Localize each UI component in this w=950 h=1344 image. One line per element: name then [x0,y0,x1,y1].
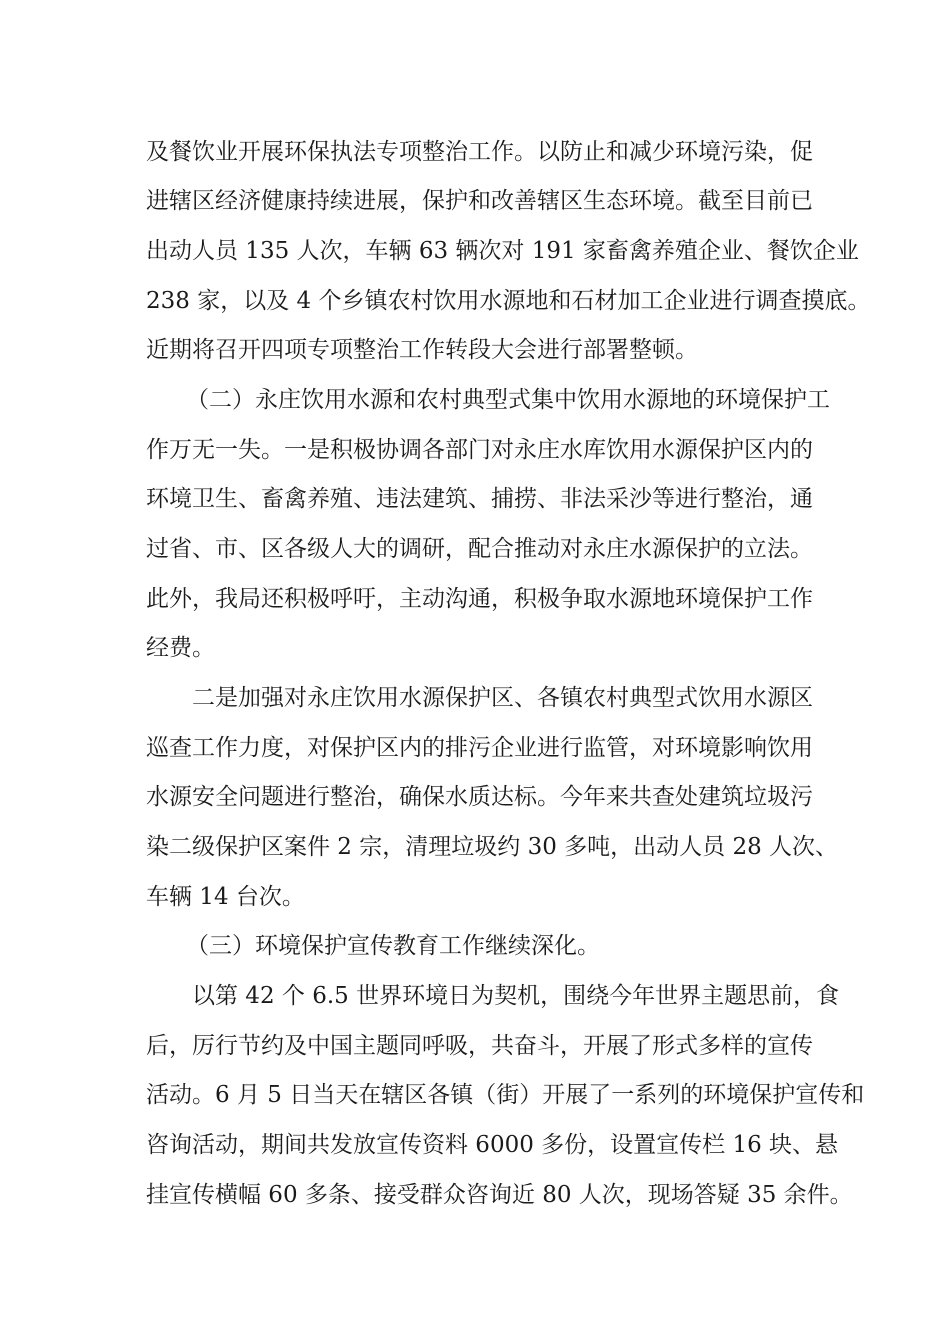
text-line-2: 进辖区经济健康持续进展，保护和改善辖区生态环境。截至目前已 [146,188,813,214]
text-line-10: 此外，我局还积极呼吁，主动沟通，积极争取水源地环境保护工作 [146,586,813,612]
text-line-20: 活动。6 月 5 日当天在辖区各镇（街）开展了一系列的环境保护宣传和 [146,1082,865,1108]
text-line-9: 过省、市、区各级人大的调研，配合推动对永庄水源保护的立法。 [146,536,813,562]
text-line-18: 以第 42 个 6.5 世界环境日为契机，围绕今年世界主题思前，食 [192,983,840,1009]
text-line-11: 经费。 [146,635,215,661]
text-line-5: 近期将召开四项专项整治工作转段大会进行部署整顿。 [146,337,698,363]
text-line-4: 238 家，以及 4 个乡镇农村饮用水源地和石材加工企业进行调查摸底。 [146,288,871,314]
text-line-17: （三）环境保护宣传教育工作继续深化。 [186,933,600,959]
text-line-15: 染二级保护区案件 2 宗，清理垃圾约 30 多吨，出动人员 28 人次、 [146,834,839,860]
text-line-22: 挂宣传横幅 60 多条、接受群众咨询近 80 人次，现场答疑 35 余件。 [146,1182,853,1208]
text-line-8: 环境卫生、畜禽养殖、违法建筑、捕捞、非法采沙等进行整治，通 [146,486,813,512]
text-line-13: 巡查工作力度，对保护区内的排污企业进行监管，对环境影响饮用 [146,735,813,761]
text-line-7: 作万无一失。一是积极协调各部门对永庄水库饮用水源保护区内的 [146,437,813,463]
text-line-19: 后，厉行节约及中国主题同呼吸，共奋斗，开展了形式多样的宣传 [146,1033,813,1059]
text-line-6: （二）永庄饮用水源和农村典型式集中饮用水源地的环境保护工 [186,387,830,413]
text-line-16: 车辆 14 台次。 [146,884,305,910]
text-line-14: 水源安全问题进行整治，确保水质达标。今年来共查处建筑垃圾污 [146,784,813,810]
text-line-21: 咨询活动，期间共发放宣传资料 6000 多份，设置宣传栏 16 块、悬 [146,1132,839,1158]
text-line-3: 出动人员 135 人次，车辆 63 辆次对 191 家畜禽养殖企业、餐饮企业 [146,238,859,264]
text-line-12: 二是加强对永庄饮用水源保护区、各镇农村典型式饮用水源区 [192,685,813,711]
text-line-1: 及餐饮业开展环保执法专项整治工作。以防止和减少环境污染，促 [146,139,813,165]
